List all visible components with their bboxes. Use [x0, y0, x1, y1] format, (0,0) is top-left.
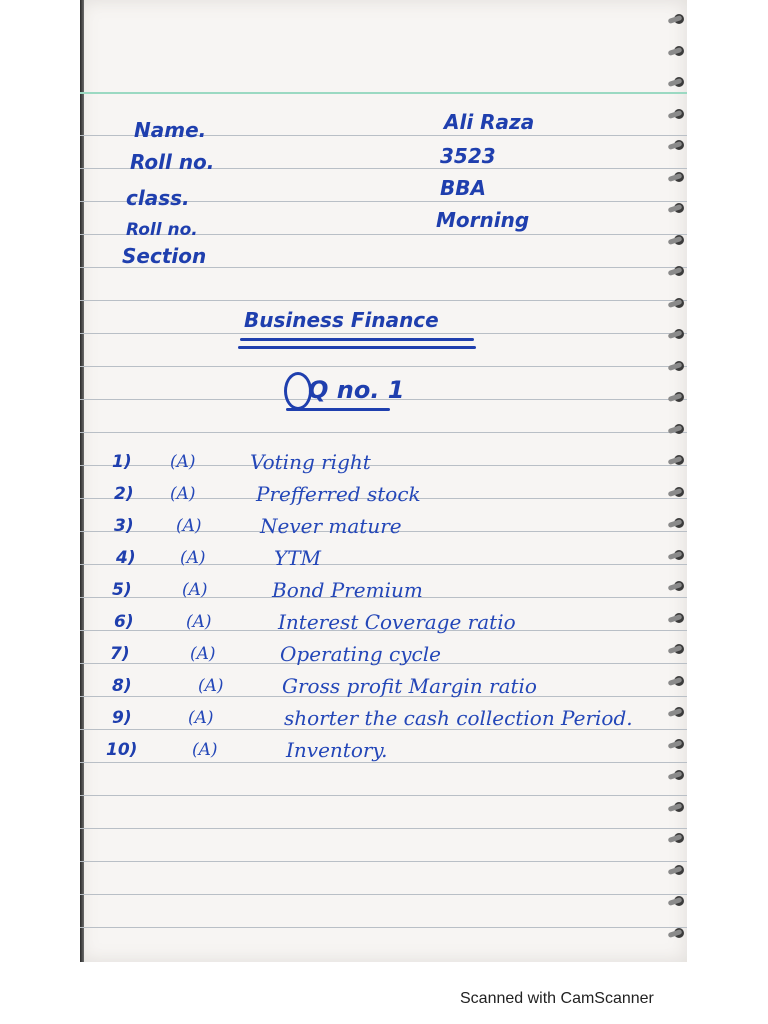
answer-option: (A)	[192, 740, 218, 760]
answer-number: 1)	[112, 452, 132, 472]
answer-number: 10)	[106, 740, 138, 760]
ruled-line	[80, 762, 687, 763]
answer-text: Prefferred stock	[256, 482, 421, 506]
answer-number: 2)	[114, 484, 134, 504]
value-roll-no: 3523	[440, 144, 496, 168]
answer-option: (A)	[198, 676, 224, 696]
page-edge	[80, 0, 84, 962]
answer-option: (A)	[180, 548, 206, 568]
answer-text: Bond Premium	[272, 578, 423, 602]
answer-text: Inventory.	[286, 738, 388, 762]
answer-text: YTM	[274, 546, 322, 570]
answer-text: Voting right	[250, 450, 371, 474]
ruled-line	[80, 564, 687, 565]
answer-text: Gross profit Margin ratio	[282, 674, 537, 698]
notebook-page	[80, 0, 687, 962]
answer-number: 5)	[112, 580, 132, 600]
answer-number: 8)	[112, 676, 132, 696]
scanner-caption: Scanned with CamScanner	[460, 990, 654, 1007]
question-underline	[286, 408, 390, 411]
ruled-line	[80, 894, 687, 895]
answer-number: 3)	[114, 516, 134, 536]
label-roll-no-2: Roll no.	[126, 220, 198, 240]
page-title: Business Finance	[244, 308, 439, 332]
value-name: Ali Raza	[444, 110, 535, 134]
label-name: Name.	[134, 118, 207, 142]
answer-option: (A)	[186, 612, 212, 632]
question-heading: Q no. 1	[308, 376, 405, 404]
answer-text: Interest Coverage ratio	[278, 610, 516, 634]
answer-option: (A)	[170, 484, 196, 504]
answer-text: Never mature	[260, 514, 402, 538]
label-class: class.	[126, 186, 190, 210]
top-margin-line	[80, 92, 687, 94]
answer-option: (A)	[188, 708, 214, 728]
title-underline-2	[238, 346, 476, 349]
ruled-line	[80, 333, 687, 334]
ruled-line	[80, 300, 687, 301]
answer-option: (A)	[170, 452, 196, 472]
title-underline-1	[240, 338, 474, 341]
answer-option: (A)	[190, 644, 216, 664]
label-section: Section	[122, 244, 207, 268]
ruled-line	[80, 861, 687, 862]
value-class: BBA	[440, 176, 486, 200]
ruled-line	[80, 366, 687, 367]
label-roll-no: Roll no.	[130, 150, 215, 174]
answer-number: 6)	[114, 612, 134, 632]
ruled-line	[80, 927, 687, 928]
answer-text: shorter the cash collection Period.	[284, 706, 633, 730]
answer-option: (A)	[182, 580, 208, 600]
answer-option: (A)	[176, 516, 202, 536]
ruled-line	[80, 432, 687, 433]
value-section: Morning	[436, 208, 530, 232]
answer-text: Operating cycle	[280, 642, 441, 666]
ruled-line	[80, 795, 687, 796]
answer-number: 4)	[116, 548, 136, 568]
answer-number: 9)	[112, 708, 132, 728]
answer-number: 7)	[110, 644, 130, 664]
ruled-line	[80, 828, 687, 829]
